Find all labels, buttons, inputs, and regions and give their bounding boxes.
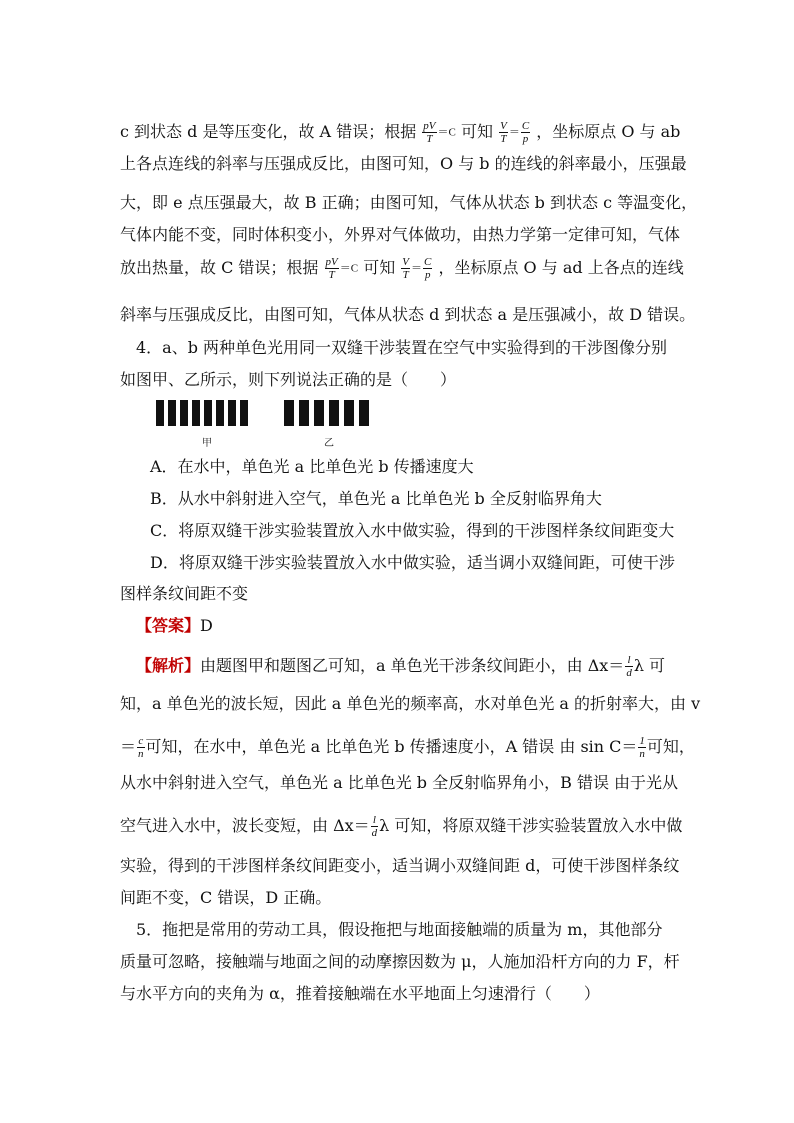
text-span: 可知 xyxy=(363,258,396,277)
text-span: 由题图甲和题图乙可知，a 单色光干涉条纹间距小，由 Δx＝ xyxy=(200,656,625,675)
option-d-cont: 图样条纹间距不变 xyxy=(120,584,249,603)
fringe-bar xyxy=(180,400,188,426)
fringe-bar xyxy=(284,400,294,426)
fringe-bar xyxy=(359,400,369,426)
text-span: c 到状态 d 是等压变化，故 A 错误；根据 xyxy=(120,122,417,141)
question-5-stem: 与水平方向的夹角为 α，推着接触端在水平地面上匀速滑行（ ） xyxy=(120,984,600,1003)
text-line: 斜率与压强成反比，由图可知，气体从状态 d 到状态 a 是压强减小，故 D 错误。 xyxy=(120,305,696,324)
formula-fraction: $\frac{V}{T}$ xyxy=(500,120,507,145)
fringe-bar xyxy=(168,400,176,426)
answer-tag: 【答案】 xyxy=(136,616,201,635)
formula-eq: ＝C xyxy=(437,126,456,139)
question-4-stem: 如图甲、乙所示，则下列说法正确的是（ ） xyxy=(120,370,457,389)
question-5-stem: 质量可忽略，接触端与地面之间的动摩擦因数为 μ，人施加沿杆方向的力 F，杆 xyxy=(120,952,680,971)
text-span: ，坐标原点 O 与 ab xyxy=(536,122,681,141)
formula-fraction: $\frac{pV}{T}$ xyxy=(325,256,338,281)
formula-eq: ＝C xyxy=(339,262,359,275)
text-span: λ 可知，将原双缝干涉实验装置放入水中做 xyxy=(379,816,683,835)
text-line: 气体内能不变，同时体积变小，外界对气体做功，由热力学第一定律可知，气体 xyxy=(120,225,681,244)
answer-value: D xyxy=(200,616,213,635)
formula-fraction: $\frac{V}{T}$ xyxy=(402,256,410,281)
text-span: 可知， xyxy=(646,737,695,756)
option-d: D．将原双缝干涉实验装置放入水中做实验，适当调小双缝间距，可使干涉 xyxy=(150,553,675,572)
fringe-bar xyxy=(228,400,236,426)
option-a: A．在水中，单色光 a 比单色光 b 传播速度大 xyxy=(150,457,474,476)
fringe-pattern-b xyxy=(284,400,380,426)
text-line: 知，a 单色光的波长短，因此 a 单色光的频率高，水对单色光 a 的折射率大，由 v xyxy=(120,694,701,713)
analysis-line xyxy=(136,654,665,678)
text-line: 大，即 e 点压强最大，故 B 正确；由图可知，气体从状态 b 到状态 c 等温变化， xyxy=(120,193,698,212)
formula-fraction: $\frac{1}{n}$ xyxy=(639,735,645,760)
fringe-bar xyxy=(314,400,324,426)
fringe-bar xyxy=(344,400,354,426)
answer-line xyxy=(136,614,213,638)
fringe-bar xyxy=(329,400,339,426)
option-c: C．将原双缝干涉实验装置放入水中做实验，得到的干涉图样条纹间距变大 xyxy=(150,521,675,540)
formula-fraction: $\frac{l}{d}$ xyxy=(371,814,378,839)
text-span: ，坐标原点 O 与 ad 上各点的连线 xyxy=(438,258,684,277)
formula-fraction: $\frac{C}{p}$ xyxy=(424,256,432,281)
analysis-tag: 【解析】 xyxy=(136,656,201,675)
text-line xyxy=(120,120,680,144)
fringe-bar xyxy=(240,400,248,426)
text-span: λ 可 xyxy=(633,656,666,675)
text-span: 放出热量，故 C 错误；根据 xyxy=(120,258,319,277)
text-span: ＝ xyxy=(120,737,137,756)
text-line xyxy=(120,735,695,759)
fringe-bar xyxy=(192,400,200,426)
formula-eq: ＝ xyxy=(508,126,520,139)
text-span: 可知，在水中，单色光 a 比单色光 b 传播速度小，A 错误 由 sin C＝ xyxy=(145,737,638,756)
text-line: 上各点连线的斜率与压强成反比，由图可知，O 与 b 的连线的斜率最小，压强最 xyxy=(120,154,687,173)
formula-fraction: $\frac{c}{n}$ xyxy=(138,735,144,760)
formula-fraction: $\frac{C}{p}$ xyxy=(521,120,530,145)
formula-fraction: $\frac{l}{d}$ xyxy=(626,654,632,679)
question-5-stem: 5．拖把是常用的劳动工具，假设拖把与地面接触端的质量为 m，其他部分 xyxy=(136,920,663,939)
text-line xyxy=(120,814,682,838)
fringe-bar xyxy=(204,400,212,426)
question-4-stem: 4．a、b 两种单色光用同一双缝干涉装置在空气中实验得到的干涉图像分别 xyxy=(136,338,668,357)
formula-eq: ＝ xyxy=(411,262,423,275)
option-b: B．从水中斜射进入空气，单色光 a 比单色光 b 全反射临界角大 xyxy=(150,489,602,508)
text-line: 从水中斜射进入空气，单色光 a 比单色光 b 全反射临界角小，B 错误 由于光从 xyxy=(120,773,679,792)
figure-caption-b: 乙 xyxy=(324,438,334,449)
text-line xyxy=(120,256,684,280)
figure-caption-a: 甲 xyxy=(202,438,212,449)
text-span: 可知 xyxy=(460,122,493,141)
formula-fraction: $\frac{pV}{T}$ xyxy=(423,120,436,145)
text-line: 实验，得到的干涉图样条纹间距变小，适当调小双缝间距 d，可使干涉图样条纹 xyxy=(120,856,680,875)
fringe-pattern-a xyxy=(156,400,256,426)
fringe-bar xyxy=(156,400,164,426)
text-span: 空气进入水中，波长变短，由 Δx＝ xyxy=(120,816,370,835)
text-line: 间距不变，C 错误，D 正确。 xyxy=(120,888,332,907)
fringe-bar xyxy=(216,400,224,426)
fringe-bar xyxy=(299,400,309,426)
